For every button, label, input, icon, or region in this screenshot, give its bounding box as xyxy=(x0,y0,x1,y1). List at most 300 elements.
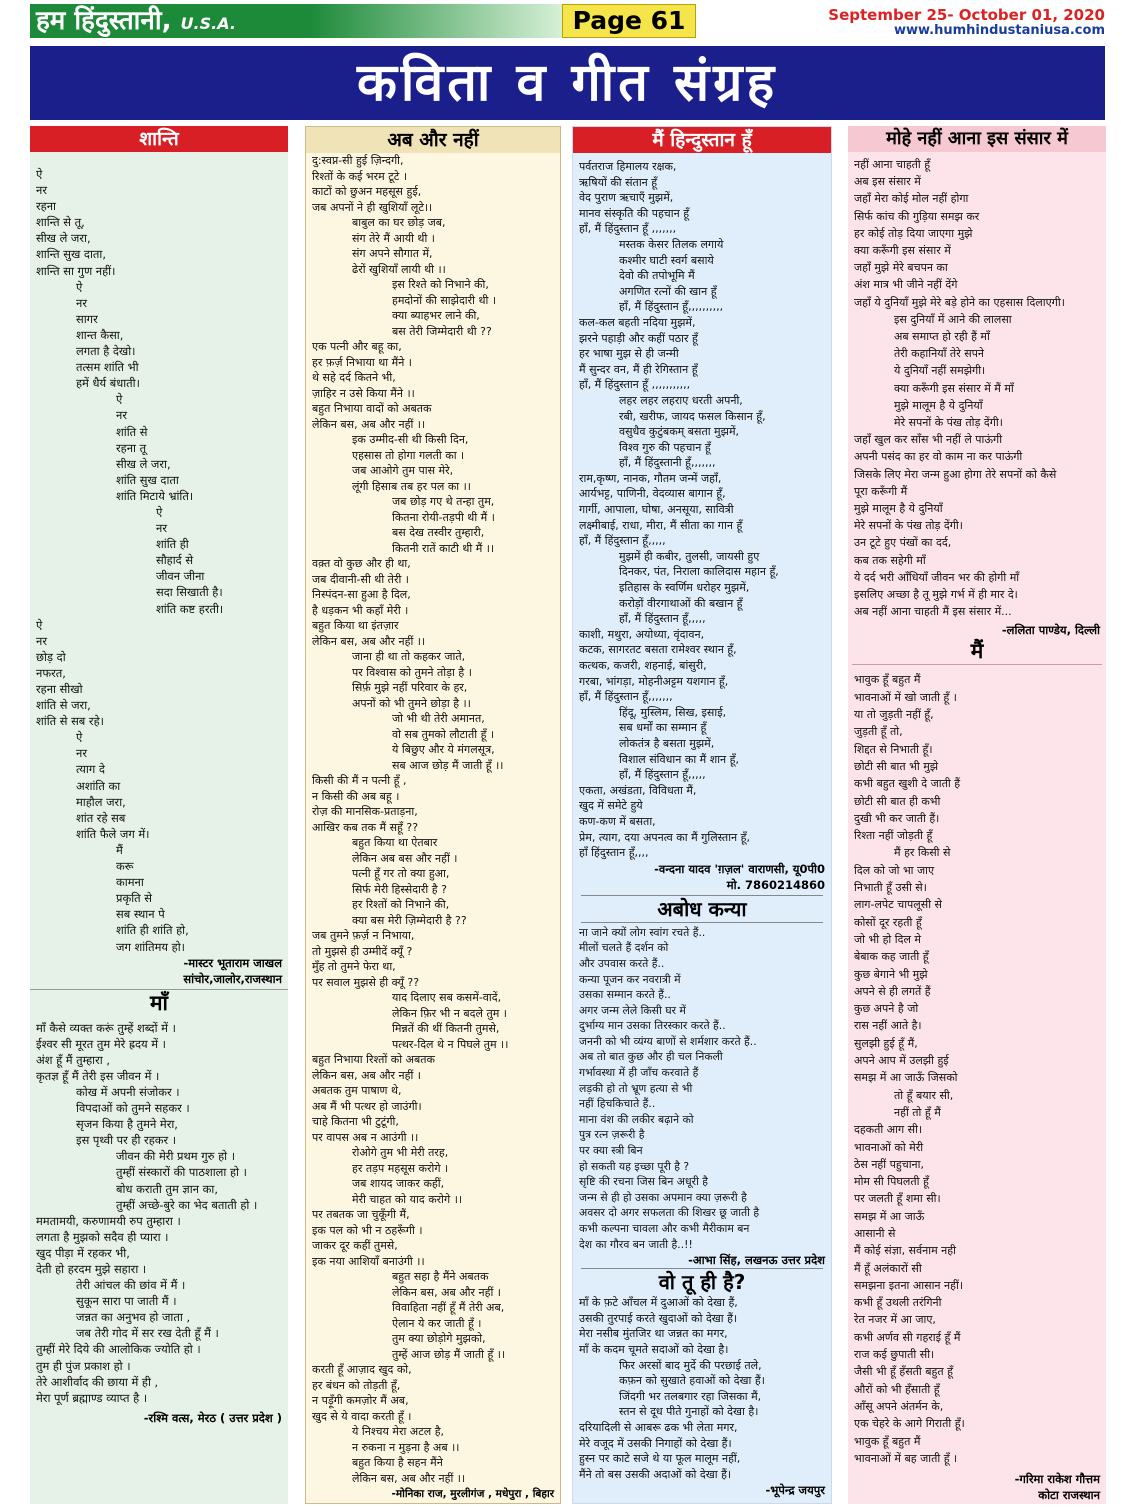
poem-line: एहसास तो होगा गलती का । xyxy=(352,448,465,462)
poem-line: पर्वतराज हिमालय रक्षक, xyxy=(579,160,677,173)
poem-line: पूरा करूँगी मैं xyxy=(854,484,908,498)
poem-line: नर xyxy=(76,295,87,310)
poem-line: नर xyxy=(156,521,167,536)
column-4 xyxy=(848,126,1106,1504)
poem-line: नर xyxy=(36,183,47,198)
poem-line: शांत रहे सब xyxy=(76,810,126,825)
poem-line: विशाल संविधान का मैं शान हूँ, xyxy=(619,752,740,766)
poem-line: राज कई छुपाती सी। xyxy=(854,1348,935,1362)
poem-line: झरने पहाड़ी और कहीं पठार हूँ xyxy=(579,331,698,345)
poem-line: समझ में आ जाऊँ जिसको xyxy=(854,1071,958,1085)
poem-line: जन्नत का अनुभव हो जाता , xyxy=(76,1310,191,1325)
poem-author-main xyxy=(848,1467,1106,1503)
poem-line: पर जलती हूँ शमा सी। xyxy=(854,1192,941,1206)
poem-line: न किसी की अब बहू । xyxy=(312,789,400,803)
poem-line: क्या ब्याहभर लाने की, xyxy=(392,309,480,322)
poem-title-abodh-kanya: अबोध कन्या xyxy=(581,895,823,923)
poem-line: सब आज छोड़ मैं जाती हूँ ।। xyxy=(392,758,504,772)
poem-line: अगर जन्म लेले किसी घर में xyxy=(579,1003,686,1017)
poem-line: ऐ xyxy=(36,167,43,181)
poem-line: जाना ही था तो कहकर जाते, xyxy=(352,650,466,663)
poem-line: लगता है मुझको सदैव ही प्यारा । xyxy=(36,1229,169,1244)
poem-line: अगणित रत्नों की खान हूँ xyxy=(619,284,717,298)
poem-line: लेकिन बस, अब और नहीं ।। xyxy=(312,634,426,648)
poem-maa xyxy=(30,1016,288,1406)
poem-line: कभी कल्पना चावला और कभी मैरीकाम बन xyxy=(579,1222,750,1235)
poem-line: गरबा, भांगड़ा, मोहनीअट्टम यशगान हूँ, xyxy=(579,674,729,688)
poem-shanti xyxy=(30,152,288,955)
poem-line: तत्सम शांति भी xyxy=(76,360,139,375)
poem-line: हमदोनों की साझेदारी थी । xyxy=(392,293,497,307)
poem-line: तो हूँ बयार सी, xyxy=(894,1088,954,1102)
poem-line: हाँ, मैं हिंदुस्तानी हूँ,,,,,,, xyxy=(619,456,716,470)
poem-line: आखिर कब तक मैं सहूँ ?? xyxy=(312,820,419,834)
poem-line: संग अपने सौगात में, xyxy=(352,247,433,260)
author-line: -मास्टर भूताराम जाखल xyxy=(183,955,282,970)
poem-line: मुँह तो तुमने फेरा था, xyxy=(312,960,396,973)
poem-line: करोड़ों वीरगाथाओं की बखान हूँ xyxy=(619,596,743,610)
author-line: मो. 7860214860 xyxy=(726,877,825,892)
poem-line: लेकिन बस, अब और नहीं । xyxy=(392,1285,501,1299)
poem-line: ममतामयी, करुणामयी रुप तुम्हारा । xyxy=(36,1213,181,1228)
poem-line: इस दुनियाँ में आने की लालसा xyxy=(894,312,1012,326)
poem-line: जो भी थी तेरी अमानत, xyxy=(392,712,485,725)
poem-author-ab-aur-nahin xyxy=(306,1486,560,1502)
poem-line: ऐ xyxy=(76,279,83,294)
poem-line: सिर्फ कांच की गुड़िया समझ कर xyxy=(854,209,980,223)
poem-line: देवो की तपोभूमि मैं xyxy=(619,269,695,283)
poem-line: लेकिन बस, अब और नहीं ।। xyxy=(312,417,426,431)
poem-line: जब अपनों ने ही खुशियाँ लूटे।। xyxy=(312,200,433,214)
poem-line: लक्ष्मीबाई, राधा, मीरा, मैं सीता का गान हूँ xyxy=(579,518,743,532)
poem-line: ज़ाहिर न उसे किया मैंने ।। xyxy=(312,386,415,400)
poem-line: ये दर्द भरी आँधियाँ जीवन भर की होगी माँ xyxy=(854,570,1020,584)
poem-line: अंश हूँ मैं तुम्हारा , xyxy=(36,1052,110,1067)
poem-line: निस्पंदन-सा हुआ है दिल, xyxy=(312,588,411,601)
poem-line: इक पल को भी न ठहरूँगी । xyxy=(312,1223,423,1237)
poem-line: अपनी पसंद का हर वो काम ना कर पाऊंगी xyxy=(854,450,1023,464)
poem-line: बहुत सहा है मैंने अबतक xyxy=(392,1270,489,1283)
poem-line: कभी अर्णव सी गहराई हूँ मैं xyxy=(854,1330,961,1344)
poem-line: एक चेहरे के आगे गिराती हूँ। xyxy=(854,1417,965,1431)
poem-line: रोज़ की मानसिक-प्रताड़ना, xyxy=(312,805,418,818)
poem-line: ये निश्चय मेरा अटल है, xyxy=(352,1425,445,1438)
poem-line: माँ कैसे व्यक्त करूं तुम्हें शब्दों में । xyxy=(36,1020,176,1035)
poem-line: लहर लहर लहराए धरती अपनी, xyxy=(619,393,743,407)
poem-line: शांति सुख दाता xyxy=(116,472,179,487)
poem-line: प्रेम, त्याग, दया अपनत्व का मैं गुलिस्तान हूँ, xyxy=(579,830,750,844)
poem-line: बहुत निभाया रिश्तों को अबतक xyxy=(312,1053,435,1066)
column-2 xyxy=(305,126,561,1504)
poem-line: रेत नजर में आ जाए, xyxy=(854,1313,936,1327)
poem-line: जब शायद जाकर कहीं, xyxy=(352,1177,445,1190)
poem-line: कण-कण में बसता, xyxy=(579,814,656,828)
poem-line: अपने आप में उलझी हुई xyxy=(854,1054,949,1068)
poem-line: दुखी भी कर जाती हैं। xyxy=(854,811,940,825)
poem-line: बहुत निभाया वादों को अबतक xyxy=(312,402,432,415)
poem-line: सुकून सारा पा जाती मैं । xyxy=(76,1294,177,1309)
poem-line: दहकती आग सी। xyxy=(854,1123,923,1137)
poem-line: शांति ही xyxy=(156,537,189,552)
poem-line: नर xyxy=(76,746,87,761)
poem-line: शान्ति सा गुण नहीं। xyxy=(36,263,116,278)
poem-line: एकता, अखंडता, विविधता मैं, xyxy=(579,783,697,797)
poem-line: शांति कष्ट हरती। xyxy=(156,601,224,616)
poem-title-vo-tu: वो तू ही है? xyxy=(581,1268,823,1295)
poem-line: एक पत्नी और बहू का, xyxy=(312,340,402,353)
poem-line: पुत्र रत्न ज़रूरी है xyxy=(579,1128,645,1142)
poem-line: जब छोड़ गए थे तन्हा तुम, xyxy=(392,495,495,508)
poem-line: कुछ अपने है जो xyxy=(854,1002,919,1016)
poem-line: अब समाप्त हो रही हैं माँ xyxy=(894,330,990,344)
poem-line: माहौल जरा, xyxy=(76,794,126,809)
poem-line: तेरी कहानियाँ तेरे सपने xyxy=(894,347,984,361)
poem-line: भावुक हूँ बहुत मैं xyxy=(854,673,921,687)
poem-line: किसी की मैं न पत्नी हूँ , xyxy=(312,774,407,787)
poem-line: उसकी तुरपाई करते खुदाओं को देखा हैं। xyxy=(579,1311,738,1325)
poem-line: हाँ, मैं हिंदुस्तान हूँ,,,,,,,,,, xyxy=(619,300,724,314)
poem-line: ना जाने क्यों लोग स्वांग रचते हैं.. xyxy=(579,925,706,939)
poem-line: जननी को भी व्यंग्य बाणों से शर्मशार करते हैं.. xyxy=(579,1034,757,1048)
poem-line: ढेरों खुशियाँ लायी थी ।। xyxy=(352,262,446,276)
poem-hindustan xyxy=(573,153,831,861)
page-number-badge: Page 61 xyxy=(562,4,696,38)
poem-line: और उपवास करते हैं.. xyxy=(579,956,665,970)
poem-line: सदा सिखाती है। xyxy=(156,585,223,600)
poem-line: शांति से जरा, xyxy=(36,698,91,713)
poem-title-shanti: शान्ति xyxy=(30,126,288,152)
poem-line: प्रकृति से xyxy=(116,891,152,906)
poem-line: जिसके लिए मेरा जन्म हुआ होगा तेरे सपनों को कैसे xyxy=(854,467,1057,481)
poem-line: मिन्नतें की थीं कितनी तुमसे, xyxy=(392,1022,500,1035)
poem-line: अब मैं भी पत्थर हो जाउंगी। xyxy=(312,1099,422,1113)
poem-line: समझ में आ जाऊँ xyxy=(854,1209,925,1223)
poem-line: हर भाषा मुझ से ही जन्मी xyxy=(579,347,679,361)
poem-line: मुझमें ही कबीर, तुलसी, जायसी हुए xyxy=(619,549,760,563)
poem-line: मस्तक केसर तिलक लगाये xyxy=(619,237,724,251)
poem-line: तुम्हें आज छोड़ मैं जाती हूँ ।। xyxy=(392,1347,506,1361)
poem-line: हाँ, मैं हिंदुस्तान हूँ,,,,, xyxy=(579,534,666,548)
poem-line: उन टूटे हुए पंखों का दर्द, xyxy=(854,536,952,550)
poem-line: जाकर दूर कहीं तुमसे, xyxy=(312,1239,398,1252)
website-link[interactable]: www.humhindustaniusa.com xyxy=(893,23,1105,38)
poem-line: जिंदगी भर तलबगार रहा जिसका मैं, xyxy=(619,1389,762,1403)
poem-line: दु:स्वप्न-सी हुई ज़िन्दगी, xyxy=(312,154,404,167)
poem-line: ये बिछुए और ये मंगलसूत्र, xyxy=(392,743,495,756)
poem-line: हर तड़प महसूस करोगे । xyxy=(352,1161,449,1175)
poem-line: हो सकती यह इच्छा पूरी है ? xyxy=(579,1159,690,1173)
poem-line: लगता है देखो। xyxy=(76,344,136,359)
poem-line: जहाँ खुल कर साँस भी नहीं ले पाऊंगी xyxy=(854,433,1003,447)
column-1 xyxy=(30,126,288,1504)
poem-line: अशांति का xyxy=(76,778,121,793)
poem-line: विवाहिता नहीं हूँ मैं तेरी अब, xyxy=(392,1301,505,1314)
poem-line: कामना xyxy=(116,875,144,890)
poem-line: या तो जुड़ती नहीं हूँ, xyxy=(854,708,934,722)
author-line: -आभा सिंह, लखनऊ उत्तर प्रदेश xyxy=(688,1253,825,1268)
poem-line: ऐलान ये कर जाती हूँ । xyxy=(392,1316,482,1330)
poem-line: संग तेरे मैं आयी थी । xyxy=(352,231,435,245)
poem-line: कन्या पूजन कर नवरात्री में xyxy=(579,972,681,986)
poem-line: सौहार्द से xyxy=(156,553,194,568)
poem-line: चाहे कितना भी टुटूंगी, xyxy=(312,1115,399,1128)
column-3 xyxy=(572,126,832,1504)
poem-line: कितना रोयी-तड़पी थी मैं । xyxy=(392,510,495,524)
poem-line: हाँ, मैं हिंदुस्तान हूँ ,,,,,,, xyxy=(579,222,677,236)
poem-line: नहीं तो हूँ मैं xyxy=(894,1105,941,1119)
poem-line: भावुक हूँ बहुत मैं xyxy=(854,1434,921,1448)
poem-line: निभाती हूँ उसी से। xyxy=(854,881,927,895)
poem-line: जुड़ती हूँ तो, xyxy=(854,725,903,739)
poem-line: जो भी हो दिल मे xyxy=(854,932,921,946)
poem-line: भावनाओं को मेरी xyxy=(854,1140,924,1154)
poem-line: समझना इतना आसान नहीं। xyxy=(854,1278,963,1292)
poem-line: पर क्या स्त्री बिन xyxy=(579,1144,643,1158)
poem-line: अपनों को भी तुमने छोड़ा है ।। xyxy=(352,696,471,710)
poem-title-maa: माँ xyxy=(30,989,288,1016)
poem-line: जग शांतिमय हो। xyxy=(116,939,185,954)
poem-author-vo-tu xyxy=(573,1482,831,1498)
poem-line: बोध कराती तुम ज्ञान का, xyxy=(116,1181,218,1196)
poem-line: सागर xyxy=(76,311,98,326)
poem-line: राम,कृष्ण, नानक, गौतम जन्में जहाँ, xyxy=(579,471,722,485)
poem-line: बहुत किया था इंतज़ार xyxy=(312,619,399,632)
poem-line: न पड़ूँगी कमज़ोर मैं अब, xyxy=(312,1394,409,1407)
poem-line: नर xyxy=(36,633,47,648)
poem-line: ऐ xyxy=(76,730,83,745)
poem-line: लड़की हो तो भ्रूण हत्या से भी xyxy=(579,1081,693,1095)
poem-line: इस पृथ्वी पर ही रहकर । xyxy=(76,1133,177,1148)
poem-line: करती हूँ आज़ाद खुद को, xyxy=(312,1363,412,1376)
poem-line: ये दुनियाँ नहीं समझेगी। xyxy=(894,364,986,378)
poem-line: मेरा नसीब मुंतजिर था जन्नत का मगर, xyxy=(579,1327,728,1341)
poem-abodh-kanya xyxy=(573,925,831,1252)
poem-line: कल-कल बहती नदिया मुझमें, xyxy=(579,315,696,329)
poem-line: हर बंधन को तोड़ती हूँ, xyxy=(312,1378,401,1392)
poem-line: रास नहीं आते है। xyxy=(854,1019,922,1033)
poem-line: मेरे वजूद में उसकी निगाहों को देखा हैं। xyxy=(579,1436,732,1450)
poem-line: मेरी चाहत को याद करोगे ।। xyxy=(352,1192,463,1206)
poem-line: औरों को भी हँसाती हूँ xyxy=(854,1382,940,1396)
poem-line: ऐ xyxy=(36,617,43,632)
poem-line: पर सवाल मुझसे ही क्यूँ ?? xyxy=(312,975,420,989)
poem-line: इसलिए अच्छा है तू मुझे गर्भ में ही मार दे। xyxy=(854,588,1018,602)
poem-line: कटक, सागरतट बसता रामेश्वर स्थान हूँ, xyxy=(579,643,737,657)
poem-line: लेकिन बस, अब और नहीं ।। xyxy=(352,1471,466,1485)
poem-line: जैसी भी हूँ हँसती बहुत हूँ xyxy=(854,1365,953,1379)
poem-line: उसका सम्मान करते हैं.. xyxy=(579,988,671,1002)
poem-line: कृतज्ञ हूँ मैं तेरी इस जीवन में । xyxy=(36,1068,160,1083)
poem-line: विपदाओं को तुमने सहकर । xyxy=(76,1101,190,1116)
poem-line: सब स्थान पे xyxy=(116,907,165,922)
poem-line: शान्त कैसा, xyxy=(76,327,124,342)
poem-line: कोसों दूर रहती हूँ xyxy=(854,915,922,929)
author-line: -वन्दना यादव 'ग़ज़ल' वाराणसी, यू0पी0 xyxy=(654,861,825,876)
poem-line: ईश्वर सी मूरत तुम मेरे ह्रदय में । xyxy=(36,1036,166,1051)
poem-line: जब तुमने फ़र्ज़ न निभाया, xyxy=(312,929,415,942)
poem-line: हाँ हिंदुस्तान हूँ,,,, xyxy=(579,846,649,860)
poem-line: शांति से xyxy=(116,424,148,439)
poem-line: क्या बस मेरी ज़िम्मेदारी है ?? xyxy=(352,913,467,927)
poem-line: रहना सीखो xyxy=(36,682,83,696)
poem-line: माँ के फ़टे आँचल में दुआओं को देखा हैं, xyxy=(579,1296,738,1310)
poem-vo-tu xyxy=(573,1295,831,1482)
poem-line: बहुत किया था ऐतबार xyxy=(352,836,438,849)
poem-line: सुलझी हुई हूँ मैं, xyxy=(854,1036,918,1050)
poem-line: रिश्तों के कई भरम टूटे । xyxy=(312,169,407,183)
poem-line: क्या करूँगी इस संसार में xyxy=(854,244,951,258)
poem-title-main: मैं xyxy=(852,638,1102,665)
poem-line: छोड़ दो xyxy=(36,649,66,664)
poem-line: वक़्त वो कुछ और ही था, xyxy=(312,557,411,570)
poem-line: देश का गौरव बन जाती है..!! xyxy=(579,1237,693,1251)
poem-line: मेरे सपनों के पंख तोड़ देंगी। xyxy=(894,416,1003,430)
poem-line: है धड़कन भी कहाँ मेरी । xyxy=(312,603,409,617)
poem-line: मीलों चलते हैं दर्शन को xyxy=(579,941,669,955)
poem-line: हर रिश्तों को निभाने की, xyxy=(352,898,450,911)
poem-line: पर विश्वास को तुमने तोड़ा है । xyxy=(352,665,472,679)
poem-line: तुम क्या छोड़ोगे मुझको, xyxy=(392,1332,486,1345)
masthead-strip xyxy=(310,4,562,38)
poem-line: काटों को छुअन महसूस हुई, xyxy=(312,185,422,198)
poem-line: ऐ xyxy=(156,504,163,519)
poem-title-mohe: मोहे नहीं आना इस संसार में xyxy=(848,126,1106,152)
poem-line: अब तो बात कुछ और ही चल निकली xyxy=(579,1050,723,1064)
poem-line: गार्गी, आपाला, घोषा, अनसूया, सावित्री xyxy=(579,503,734,517)
poem-line: अब नहीं आना चाहती मैं इस संसार में... xyxy=(854,605,1012,619)
poem-line: सृजन किया है तुमने मेरा, xyxy=(76,1117,178,1132)
poem-line: शिद्दत से निभाती हूँ। xyxy=(854,742,933,756)
poem-title-ab-aur-nahin: अब और नहीं xyxy=(306,127,560,153)
poem-line: छोटी सी बात ही कभी xyxy=(854,794,941,808)
poem-line: शांति फैले जग में। xyxy=(76,826,150,841)
poem-line: सिर्फ मेरी हिस्सेदारी है ? xyxy=(352,882,447,896)
poem-line: फिर अरसों बाद मुर्दे की परछाई तले, xyxy=(619,1358,762,1372)
poem-line: मैं कोई संज्ञा, सर्वनाम नही xyxy=(854,1244,956,1258)
poem-line: कभी बहुत खुशी दे जाती हैं xyxy=(854,777,961,791)
poem-line: शान्ति सुख दाता, xyxy=(36,247,106,262)
poem-line: दिल को जो भा जाए xyxy=(854,863,935,877)
poem-line: पर वापस अब न आउंगी ।। xyxy=(312,1130,419,1144)
poem-line: ऋषियों की संतान हूँ xyxy=(579,175,658,189)
poem-line: मैं हूँ अलंकारों सी xyxy=(854,1261,922,1275)
poem-line: आसानी से xyxy=(854,1226,896,1240)
poem-line: नफरत, xyxy=(36,665,66,680)
poem-line: वसुधैव कुटुंबकम् बसता मुझमें, xyxy=(619,425,740,439)
poem-line: जब तेरी गोद में सर रख देती हूँ मैं । xyxy=(76,1326,219,1341)
poem-line: शांति मिटाये भ्रांति। xyxy=(116,488,194,503)
poem-line: सीख ले जरा, xyxy=(36,231,91,246)
issue-date: September 25- October 01, 2020 xyxy=(828,6,1105,24)
poem-line: हर फ़र्ज़ निभाया था मैंने । xyxy=(312,355,412,369)
poem-line: बहुत किया है सहन मैंने xyxy=(352,1456,443,1469)
poem-line: अपने से ही लगतें हैं xyxy=(854,984,931,998)
poem-line: बाबुल का घर छोड़ जब, xyxy=(352,216,446,229)
poem-line: तुम्हीं संस्कारों की पाठशाला हो । xyxy=(116,1165,247,1180)
poem-line: माँ के कदम चूमते सदाओं को देखा है। xyxy=(579,1342,729,1356)
poem-line: मोम सी पिघलती हूँ xyxy=(854,1175,929,1189)
poem-line: जब आओगे तुम पास मेरे, xyxy=(352,464,454,477)
poem-line: लेकिन अब बस और नहीं । xyxy=(352,851,458,865)
poem-author-hindustan xyxy=(573,861,831,893)
poem-line: स्तन से दूध पीते गुनाहों को देखा है। xyxy=(619,1405,759,1419)
author-line: कोटा राजस्थान xyxy=(1038,1488,1100,1503)
poem-line: शान्ति से तू, xyxy=(36,215,85,230)
poem-line: पत्नी हूँ गर तो क्या हुआ, xyxy=(352,867,450,880)
author-line: -ललिता पाण्डेय, दिल्ली xyxy=(1001,623,1100,638)
poem-line: नहीं आना चाहती हूँ xyxy=(854,158,931,171)
poem-line: तो मुझसे ही उम्मीदें क्यूँ ? xyxy=(312,944,413,958)
poem-author-mohe xyxy=(848,620,1106,638)
poem-line: लाग-लपेट चापलूसी से xyxy=(854,898,942,912)
poem-line: रहना तू xyxy=(116,440,147,455)
poem-line: न रुकना न मुड़ना है अब ।। xyxy=(352,1440,460,1454)
poem-line: कफ़न को सुखाते हवाओं को देखा हैं। xyxy=(619,1374,765,1388)
poem-line: रबी, खरीफ, जायद फसल किसान हूँ, xyxy=(619,409,766,423)
poem-line: मैंने तो बस उसकी अदाओं को देखा हैं। xyxy=(579,1467,732,1481)
poem-line: भावनाओं में बह जाती हूँ । xyxy=(854,1451,958,1465)
poem-line: थे सहे दर्द कितने भी, xyxy=(312,371,396,384)
poem-line: करू xyxy=(116,859,134,874)
poem-line: तेरे आशीर्वाद की छाया में ही , xyxy=(36,1374,159,1389)
poem-line: तुम ही पुंज प्रकाश हो । xyxy=(36,1358,131,1373)
poem-line: जहाँ मेरा कोई मोल नहीं होगा xyxy=(854,192,969,206)
newspaper-name: हम हिंदुस्तानी, U.S.A. xyxy=(30,4,310,38)
author-line: सांचोर,जालोर,राजस्थान xyxy=(183,971,282,986)
poem-line: मेरे सपनों के पंख तोड़ देंगी। xyxy=(854,519,963,533)
poem-line: जन्म से ही हो उसका अपमान क्या ज़रूरी है xyxy=(579,1190,747,1204)
poem-line: कोख में अपनी संजोकर । xyxy=(76,1084,180,1099)
poem-line: लेकिन फ़िर भी न बदले तुम । xyxy=(392,1006,507,1020)
poem-line: कत्थक, कजरी, शहनाई, बांसुरी, xyxy=(579,659,707,672)
poem-line: हाँ, मैं हिंदुस्तान हूँ,,,,, xyxy=(619,612,706,626)
poem-title-hindustan: मैं हिन्दुस्तान हूँ xyxy=(573,127,831,153)
poem-line: इक नया आशियाँ बनाउंगी ।। xyxy=(312,1254,425,1268)
poem-line: विश्व गुरु की पहचान हूँ xyxy=(619,440,711,454)
poem-line: मुझे मालूम है ये दुनियाँ xyxy=(854,502,943,516)
poem-line: गर्भावस्था में ही जाँच करवाते हैं xyxy=(579,1066,699,1080)
poem-line: सीख ले जरा, xyxy=(116,456,171,471)
poem-line: मुझे मालूम है ये दुनियाँ xyxy=(894,398,983,412)
poem-line: छोटी सी बात भी मुझे xyxy=(854,759,939,773)
poem-line: मानव संस्कृति की पहचान हूँ xyxy=(579,206,690,220)
author-line: -रश्मि वत्स, मेरठ ( उत्तर प्रदेश ) xyxy=(143,1410,282,1425)
poem-line: हाँ, मैं हिंदुस्तान हूँ,,,,,,, xyxy=(579,690,673,704)
poem-line: वो सब तुमको लौटाती हूँ । xyxy=(392,727,495,741)
poem-line: कभी हूँ उथली तरंगिनी xyxy=(854,1296,942,1310)
poem-line: इस रिश्ते को निभाने की, xyxy=(392,278,489,291)
poem-line: पर तबतक जा चुकूँगी मैं, xyxy=(312,1208,410,1221)
poem-line: अबतक तुम पाषाण थे, xyxy=(312,1084,402,1097)
author-line: -मोनिका राज, मुरलीगंज , मधेपुरा , बिहार xyxy=(391,1488,554,1500)
poem-line: लूंगी हिसाब तब हर पल का ।। xyxy=(352,479,471,493)
poem-line: देती हो हरदम मुझे सहारा । xyxy=(36,1262,147,1276)
poem-line: भावनाओं में खो जाती हूँ । xyxy=(854,690,957,704)
poem-line: खुद में समेटे हुये xyxy=(579,799,643,813)
poem-line: जीवन जीना xyxy=(156,569,205,584)
poem-main xyxy=(848,671,1106,1467)
poem-line: हाँ, मैं हिंदुस्तान हूँ,,,,, xyxy=(619,768,706,782)
poem-line: हिंदू, मुस्लिम, सिख, इसाई, xyxy=(619,705,727,719)
poem-line: जीवन की मेरी प्रथम गुरु हो । xyxy=(116,1149,236,1164)
poem-line: आँसू अपने अंतर्मन के, xyxy=(854,1399,944,1413)
poem-line: कुछ बेगाने भी मुझे xyxy=(854,967,928,981)
poem-line: शांति से सब रहे। xyxy=(36,714,104,729)
poem-line: सब धर्मों का सम्मान हूँ xyxy=(619,721,707,735)
poem-line: दुर्भाग्य मान उसका तिरस्कार करते हैं.. xyxy=(579,1019,726,1033)
poem-line: बस तेरी जिम्मेदारी थी ?? xyxy=(392,324,492,338)
poem-line: बेबाक कह जाती हूँ xyxy=(854,950,929,964)
